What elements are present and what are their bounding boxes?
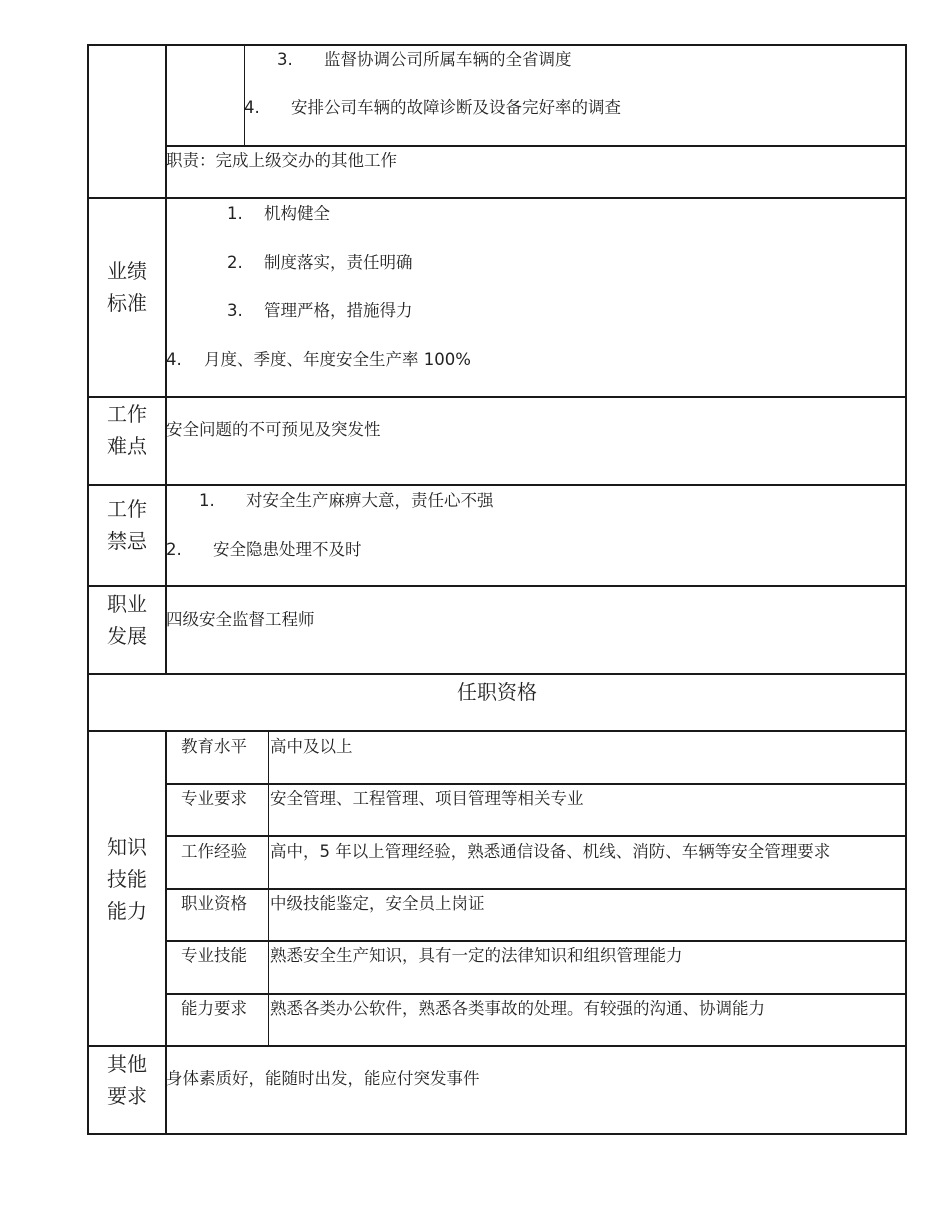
performance-item-4: 4. 月度、季度、年度安全生产率 100%	[166, 350, 471, 369]
row-divider	[166, 940, 906, 942]
table-border-bottom	[88, 1133, 907, 1135]
qualification-value-education: 高中及以上	[270, 737, 353, 756]
row-divider	[166, 783, 906, 785]
taboo-item-2: 2. 安全隐患处理不及时	[166, 540, 362, 559]
qualification-value-skills: 熟悉安全生产知识，具有一定的法律知识和组织管理能力	[270, 946, 683, 965]
row-divider	[88, 396, 907, 398]
performance-item-1: 1. 机构健全	[227, 204, 330, 223]
row-divider	[166, 835, 906, 837]
qualification-value-major: 安全管理、工程管理、项目管理等相关专业	[270, 789, 584, 808]
qualifications-group-label: 知识 技能 能力	[107, 835, 147, 923]
performance-label: 业绩 标准	[107, 259, 147, 315]
other-requirements-label: 其他 要求	[107, 1052, 147, 1108]
qualification-label-education: 教育水平	[181, 737, 247, 756]
row-divider	[88, 730, 907, 732]
row-divider	[88, 1045, 907, 1047]
row-divider	[88, 197, 907, 199]
section-title-qualifications: 任职资格	[457, 680, 537, 704]
taboo-item-1: 1. 对安全生产麻痹大意，责任心不强	[199, 491, 494, 510]
duty-item-4: 4. 安排公司车辆的故障诊断及设备完好率的调查	[244, 98, 621, 117]
performance-item-2: 2. 制度落实，责任明确	[227, 253, 413, 272]
nested-cell-divider	[244, 44, 245, 146]
taboo-label: 工作 禁忌	[107, 497, 147, 553]
other-duty-text: 职责：完成上级交办的其他工作	[166, 151, 397, 170]
qualification-label-certification: 职业资格	[181, 894, 247, 913]
qualification-label-skills: 专业技能	[181, 946, 247, 965]
career-label: 职业 发展	[107, 592, 147, 648]
qualification-label-major: 专业要求	[181, 789, 247, 808]
other-requirements-text: 身体素质好，能随时出发，能应付突发事件	[166, 1069, 480, 1088]
table-border-top	[88, 44, 907, 46]
performance-item-3: 3. 管理严格，措施得力	[227, 301, 413, 320]
row-divider	[88, 673, 907, 675]
qualification-label-experience: 工作经验	[181, 842, 247, 861]
qualification-value-experience: 高中，5 年以上管理经验，熟悉通信设备、机线、消防、车辆等安全管理要求	[270, 842, 831, 861]
row-divider	[166, 888, 906, 890]
table-border-right	[905, 44, 907, 1135]
qualification-value-certification: 中级技能鉴定，安全员上岗证	[270, 894, 485, 913]
row-divider	[88, 585, 907, 587]
difficulty-label: 工作 难点	[107, 402, 147, 458]
duty-item-3: 3. 监督协调公司所属车辆的全省调度	[277, 50, 572, 69]
row-divider	[88, 484, 907, 486]
career-text: 四级安全监督工程师	[166, 610, 315, 629]
difficulty-text: 安全问题的不可预见及突发性	[166, 420, 381, 439]
qualification-label-abilities: 能力要求	[181, 999, 247, 1018]
row-divider	[166, 993, 906, 995]
row-divider	[166, 145, 906, 147]
qualification-value-abilities: 熟悉各类办公软件，熟悉各类事故的处理。有较强的沟通、协调能力	[270, 999, 765, 1018]
